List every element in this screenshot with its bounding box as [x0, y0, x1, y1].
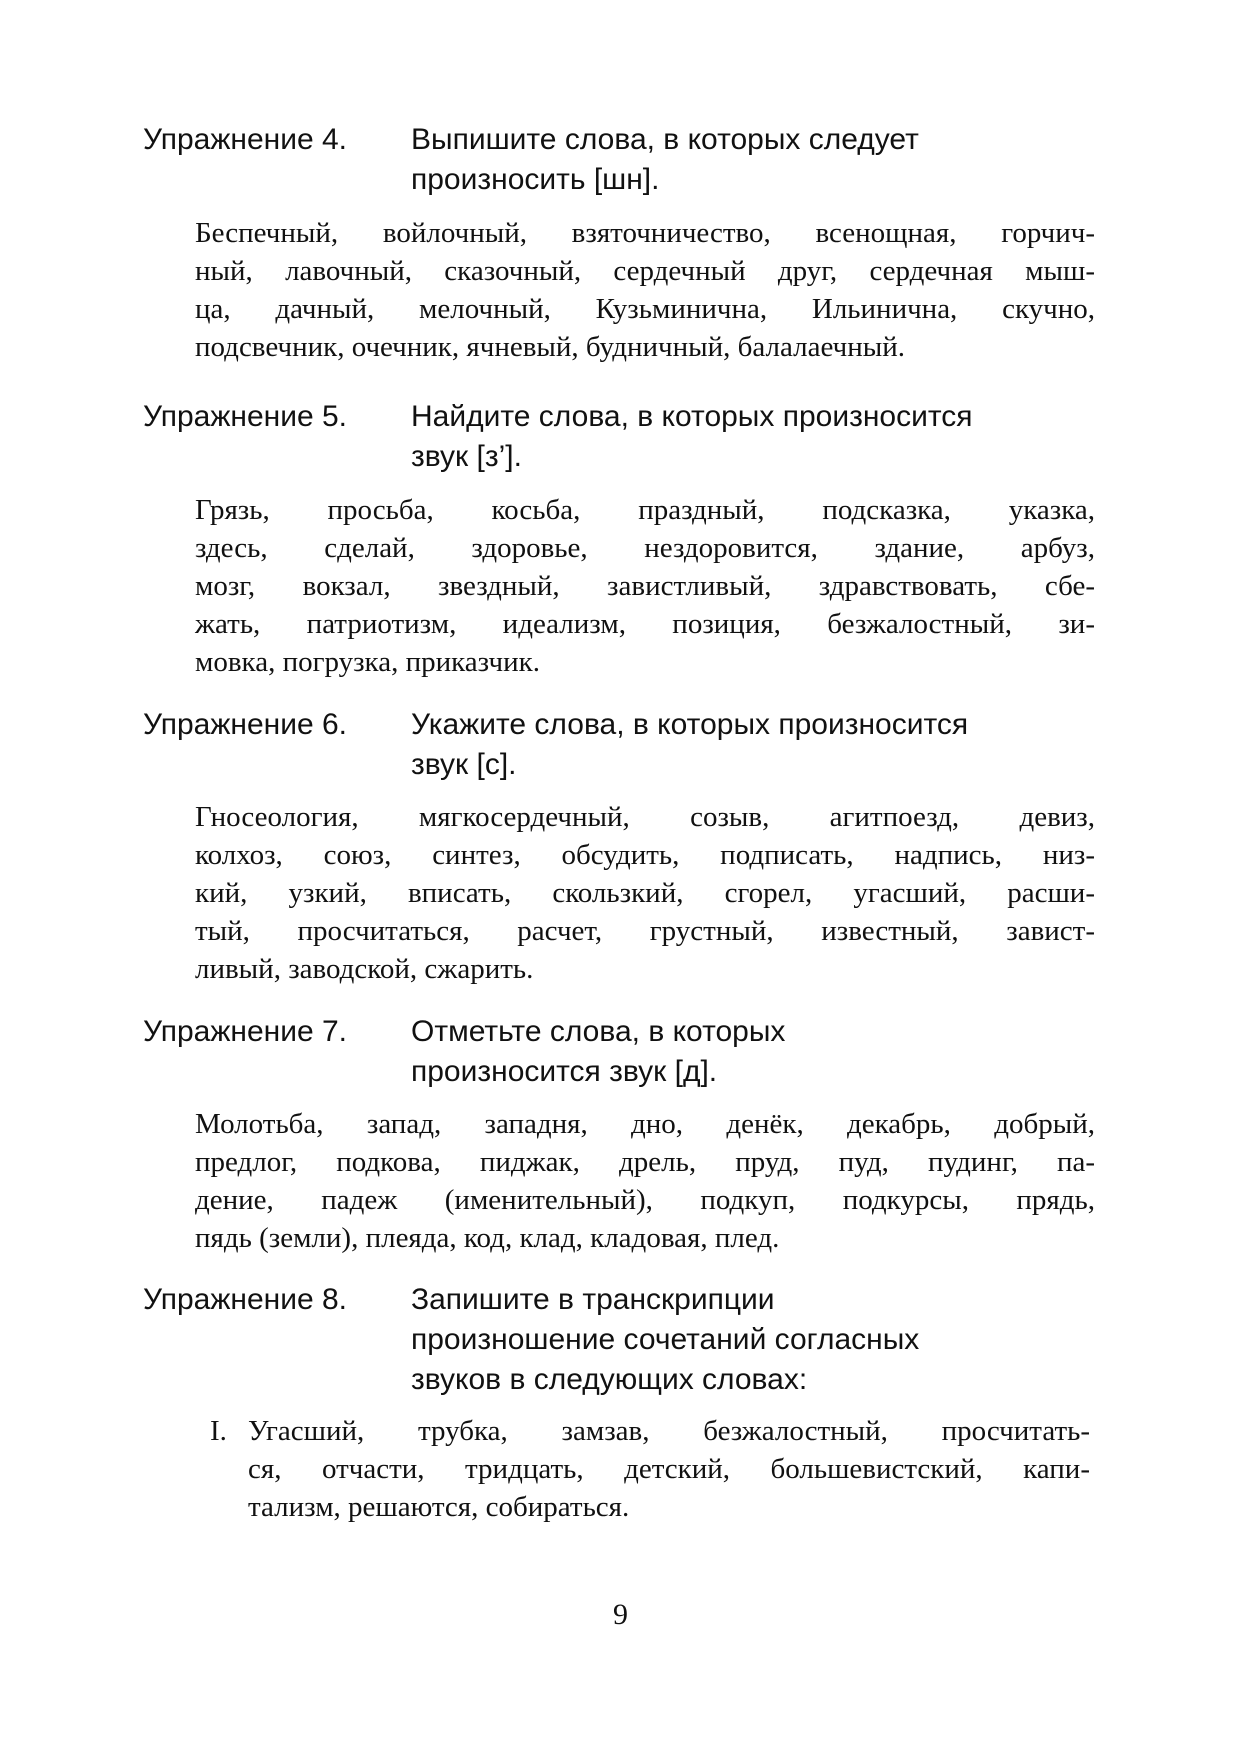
body-line: подсвечник, очечник, ячневый, будничный, балалаечный. [195, 331, 905, 363]
body-line: ся, отчасти, тридцать, детский, большевистский, капи- [248, 1453, 1090, 1485]
item-number: I. [210, 1415, 227, 1447]
exercise-5-task [411, 397, 1051, 477]
exercise-8-label: Упражнение 8. [143, 1283, 348, 1316]
body-line: Угасший, трубка, замзав, безжалостный, просчитать- [248, 1415, 1090, 1447]
page-number: 9 [613, 1598, 628, 1631]
exercise-7-task-line: Отметьте слова, в которых [411, 1015, 786, 1048]
exercise-5-label: Упражнение 5. [143, 400, 348, 433]
exercise-7-task-line: произносится звук [д]. [411, 1055, 718, 1088]
body-line: пядь (земли), плеяда, код, клад, кладовая, плед. [195, 1222, 780, 1254]
body-line: кий, узкий, вписать, скользкий, сгорел, угасший, расши- [195, 877, 1095, 909]
body-line: Грязь, просьба, косьба, праздный, подсказка, указка, [195, 494, 1095, 526]
exercise-6-body [195, 798, 1095, 988]
exercise-4-task-line: произносить [шн]. [411, 163, 660, 196]
body-line: жать, патриотизм, идеализм, позиция, безжалостный, зи- [195, 608, 1095, 640]
body-line: мовка, погрузка, приказчик. [195, 646, 540, 678]
exercise-5-task-line: звук [з’]. [411, 440, 522, 473]
exercise-6-task [411, 705, 1051, 785]
exercise-6-label: Упражнение 6. [143, 708, 348, 741]
exercise-7-task [411, 1012, 1051, 1092]
body-line: мозг, вокзал, звездный, завистливый, здравствовать, сбе- [195, 570, 1095, 602]
exercise-7-body [195, 1105, 1095, 1257]
body-line: Молотьба, запад, западня, дно, денёк, декабрь, добрый, [195, 1108, 1095, 1140]
body-line: Беспечный, войлочный, взяточничество, всенощная, горчич- [195, 217, 1095, 249]
exercise-6-task-line: Укажите слова, в которых произносится [411, 708, 969, 741]
body-line: ливый, заводской, сжарить. [195, 953, 534, 985]
exercise-8-task-line: произношение сочетаний согласных [411, 1323, 920, 1356]
exercise-8-task-line: звуков в следующих словах: [411, 1363, 808, 1396]
exercise-8-task-line: Запишите в транскрипции [411, 1283, 775, 1316]
body-line: тый, просчитаться, расчет, грустный, известный, завист- [195, 915, 1095, 947]
item-body [248, 1412, 1090, 1526]
body-line: предлог, подкова, пиджак, дрель, пруд, пуд, пудинг, па- [195, 1146, 1095, 1178]
body-line: дение, падеж (именительный), подкуп, подкурсы, прядь, [195, 1184, 1095, 1216]
exercise-4-label: Упражнение 4. [143, 123, 348, 156]
exercise-5-body [195, 491, 1095, 681]
exercise-5-task-line: Найдите слова, в которых произносится [411, 400, 973, 433]
exercise-7-label: Упражнение 7. [143, 1015, 348, 1048]
exercise-4-task-line: Выпишите слова, в которых следует [411, 123, 919, 156]
body-line: здесь, сделай, здоровье, нездоровится, здание, арбуз, [195, 532, 1095, 564]
body-line: ный, лавочный, сказочный, сердечный друг, сердечная мыш- [195, 255, 1095, 287]
body-line: ца, дачный, мелочный, Кузьминична, Ильинична, скучно, [195, 293, 1095, 325]
exercise-4-body [195, 214, 1095, 366]
exercise-4-task [411, 120, 1051, 200]
body-line: колхоз, союз, синтез, обсудить, подписать, надпись, низ- [195, 839, 1095, 871]
exercise-6-task-line: звук [с]. [411, 748, 517, 781]
body-line: тализм, решаются, собираться. [248, 1491, 630, 1523]
exercise-8-task [411, 1280, 1051, 1400]
body-line: Гносеология, мягкосердечный, созыв, агитпоезд, девиз, [195, 801, 1095, 833]
